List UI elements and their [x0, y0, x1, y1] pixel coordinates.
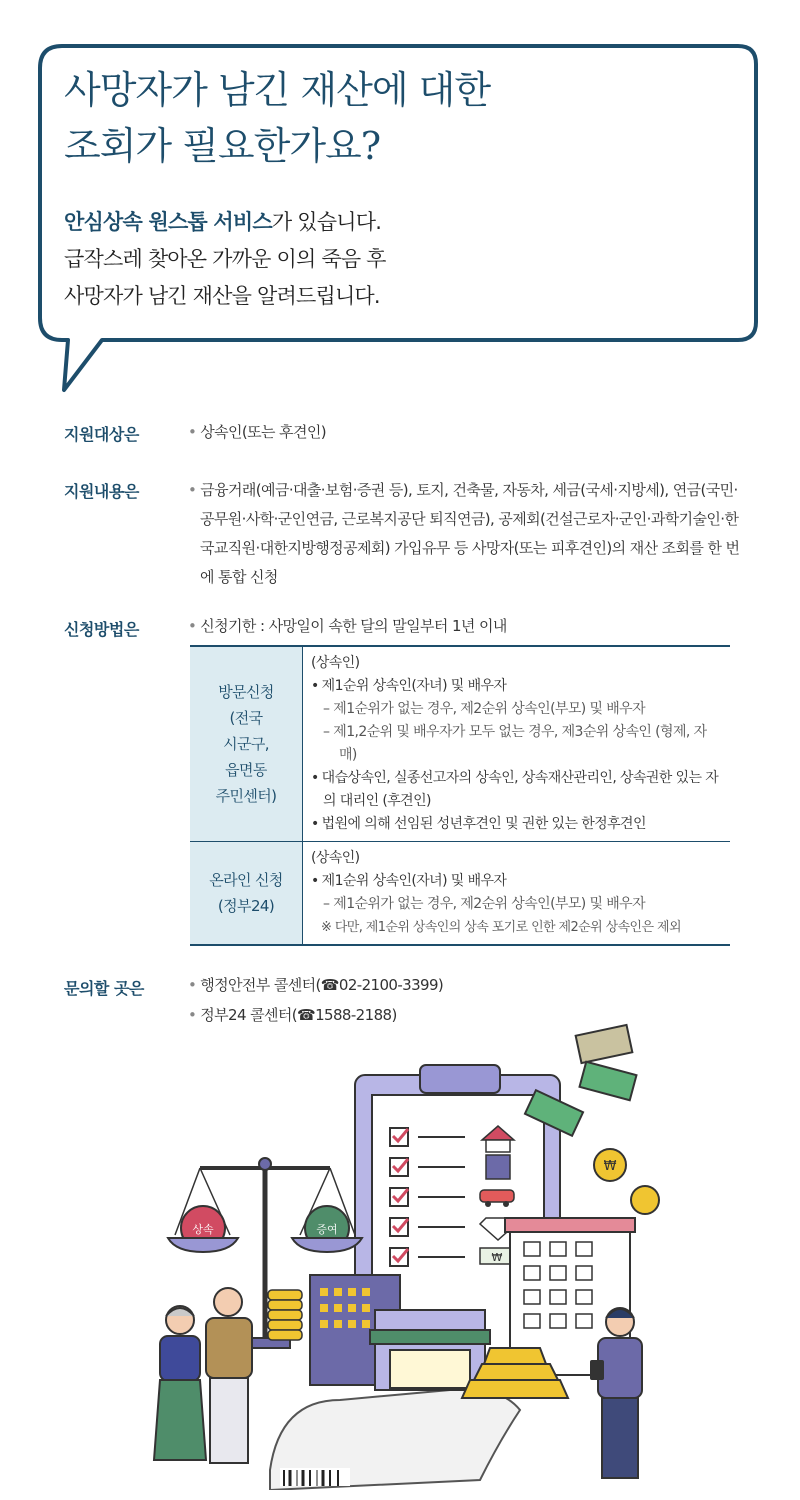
visit-bullet-1: • 제1순위 상속인(자녀) 및 배우자 — [311, 675, 722, 698]
support-content-item: • 금융거래(예금·대출·보험·증권 등), 토지, 건축물, 자동차, 세금(국세·지방세), 연금(국민·공무원·사학·군인연금, 근로복지공단 퇴직연금), 공제회(건설근로자·군인·과학기술인·한국교직원·대한지방행정공제회) 가입유무 등 사망자(또는 피후견인)의 재산 조회를 한 번에 통합 신청 — [188, 476, 748, 592]
elderly-woman-figure — [154, 1306, 206, 1460]
online-body — [303, 842, 731, 946]
visit-header-line: 읍면동 — [225, 761, 267, 779]
headline-line-1: 사망자가 남긴 재산에 대한 — [64, 68, 491, 112]
intro-line-2: 급작스레 찾아온 가까운 이의 죽음 후 — [64, 247, 386, 271]
service-name: 안심상속 원스톱 서비스 — [64, 210, 272, 234]
intro-line-3: 사망자가 남긴 재산을 알려드립니다. — [64, 284, 380, 308]
elderly-man-figure — [206, 1288, 252, 1463]
visit-header-line: (전국 — [229, 709, 263, 727]
online-paren: (상속인) — [311, 850, 360, 866]
headline — [64, 62, 490, 174]
banknote-symbol: ₩ — [491, 1251, 503, 1264]
speech-bubble — [0, 0, 800, 400]
headline-line-2: 조회가 필요한가요? — [64, 124, 381, 168]
barcode-icon — [280, 1468, 350, 1486]
table-row-visit — [190, 646, 730, 842]
visit-dash-1: – 제1순위가 없는 경우, 제2순위 상속인(부모) 및 배우자 — [311, 698, 722, 721]
intro-line-1-rest: 가 있습니다. — [271, 210, 382, 234]
intro-text — [64, 204, 386, 315]
visit-dash-2: – 제1,2순위 및 배우자가 모두 없는 경우, 제3순위 상속인 (형제, 자매) — [311, 721, 722, 767]
building-icon — [486, 1155, 510, 1179]
banknote-icon — [480, 1248, 514, 1264]
online-header-line: (정부24) — [217, 897, 275, 915]
inheritance-illustration — [120, 1020, 680, 1490]
visit-bullet-2: • 대습상속인, 실종선고자의 상속인, 상속재산관리인, 상속권한 있는 자의 대리인 (후견인) — [311, 767, 722, 813]
application-table — [190, 645, 730, 946]
visit-paren: (상속인) — [311, 655, 360, 671]
scale-label-inheritance: 상속 — [192, 1223, 214, 1236]
scale-label-gift: 증여 — [316, 1223, 338, 1236]
online-bullet-1: • 제1순위 상속인(자녀) 및 배우자 — [311, 870, 722, 893]
online-header — [190, 842, 303, 946]
application-label: 신청방법은 — [64, 620, 139, 639]
visit-header-line: 시군구, — [223, 735, 269, 753]
coin-symbol: ₩ — [603, 1159, 617, 1174]
contact-item-2: • 정부24 콜센터(☎1588-2188) — [188, 1002, 736, 1028]
application-deadline: • 신청기한 : 사망일이 속한 달의 말일부터 1년 이내 — [188, 613, 736, 639]
support-content-label: 지원내용은 — [64, 482, 139, 501]
visit-header — [190, 646, 303, 842]
support-target-item: • 상속인(또는 후견인) — [188, 419, 736, 445]
visit-body — [303, 646, 731, 842]
visit-header-line: 주민센터) — [215, 787, 277, 805]
support-target-label: 지원대상은 — [64, 425, 139, 444]
online-dash-1: – 제1순위가 없는 경우, 제2순위 상속인(부모) 및 배우자 — [311, 893, 722, 916]
gold-coins-icon — [594, 1149, 659, 1214]
visit-bullet-3: • 법원에 의해 선임된 성년후견인 및 권한 있는 한정후견인 — [311, 813, 722, 836]
contact-label: 문의할 곳은 — [64, 979, 144, 998]
contact-item-1: • 행정안전부 콜센터(☎02-2100-3399) — [188, 972, 736, 998]
online-header-line: 온라인 신청 — [209, 871, 283, 889]
visit-header-line: 방문신청 — [218, 683, 274, 701]
store-icon — [370, 1310, 490, 1390]
table-row-online — [190, 842, 730, 946]
coin-stack-icon — [268, 1290, 302, 1340]
online-note: ※ 다만, 제1순위 상속인의 상속 포기로 인한 제2순위 상속인은 제외 — [321, 920, 681, 935]
